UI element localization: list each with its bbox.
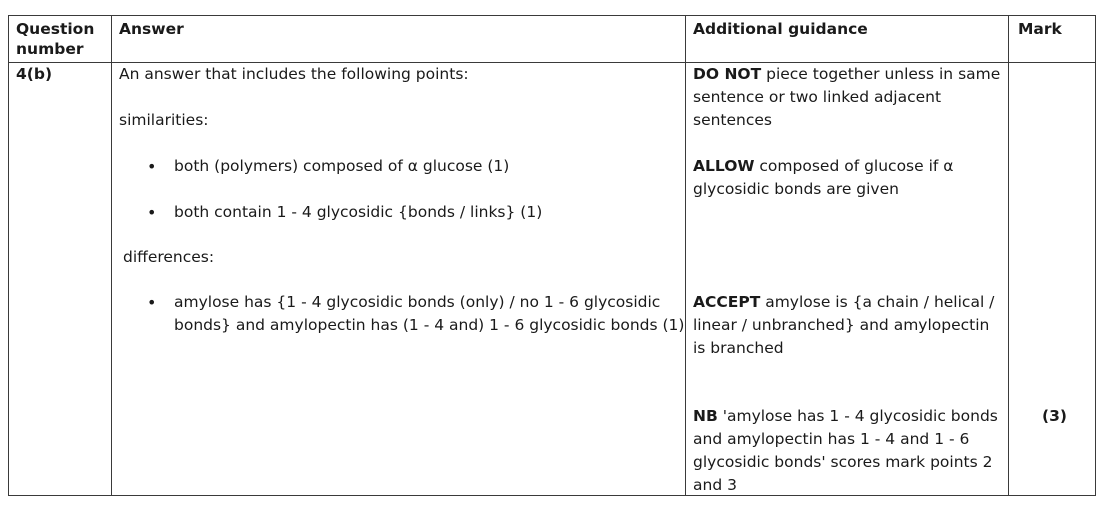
header-answer: Answer	[119, 20, 184, 38]
question-number: 4(b)	[16, 65, 53, 83]
similarity-point-1: both (polymers) composed of α glucose (1)	[174, 157, 510, 175]
guidance-allow-line-1	[693, 155, 954, 178]
differences-label: differences:	[123, 248, 215, 266]
similarity-point-2: both contain 1 - 4 glycosidic {bonds / links} (1)	[174, 203, 543, 221]
guidance-text: amylose is {a chain / helical /	[760, 293, 995, 311]
header-additional-guidance: Additional guidance	[693, 20, 868, 38]
guidance-text: composed of glucose if α	[754, 157, 954, 175]
guidance-nb-line-2: and amylopectin has 1 - 4 and 1 - 6	[693, 430, 970, 448]
guidance-text: piece together unless in same	[761, 65, 1001, 83]
guidance-nb-line-1	[693, 405, 998, 428]
guidance-do-not-line-2: sentence or two linked adjacent	[693, 88, 942, 106]
column-divider	[111, 16, 112, 495]
guidance-nb-line-3: glycosidic bonds' scores mark points 2	[693, 453, 993, 471]
similarities-label: similarities:	[119, 111, 209, 129]
guidance-do-not-line-3: sentences	[693, 111, 773, 129]
mark-value: (3)	[1042, 407, 1067, 425]
guidance-accept-line-3: is branched	[693, 339, 784, 357]
guidance-keyword: ALLOW	[693, 157, 755, 175]
guidance-do-not-line-1	[693, 63, 1000, 86]
guidance-accept-line-1	[693, 291, 994, 314]
bullet-icon: •	[147, 203, 157, 222]
column-divider	[1008, 16, 1009, 495]
mark-scheme-table	[8, 15, 1096, 496]
header-question-number: Question number	[16, 20, 95, 58]
guidance-text: 'amylose has 1 - 4 glycosidic bonds	[717, 407, 998, 425]
bullet-icon: •	[147, 293, 157, 312]
guidance-keyword: ACCEPT	[693, 293, 761, 311]
guidance-keyword: NB	[693, 407, 718, 425]
difference-point-1-line-2: bonds} and amylopectin has (1 - 4 and) 1 - 6 glycosidic bonds (1)	[174, 316, 685, 334]
bullet-icon: •	[147, 157, 157, 176]
guidance-accept-line-2: linear / unbranched} and amylopectin	[693, 316, 990, 334]
column-divider	[685, 16, 686, 495]
guidance-keyword: DO NOT	[693, 65, 762, 83]
answer-intro: An answer that includes the following points:	[119, 65, 469, 83]
difference-point-1-line-1: amylose has {1 - 4 glycosidic bonds (only) / no 1 - 6 glycosidic	[174, 293, 661, 311]
guidance-allow-line-2: glycosidic bonds are given	[693, 180, 899, 198]
guidance-nb-line-4: and 3	[693, 476, 737, 494]
header-mark: Mark	[1018, 20, 1062, 38]
